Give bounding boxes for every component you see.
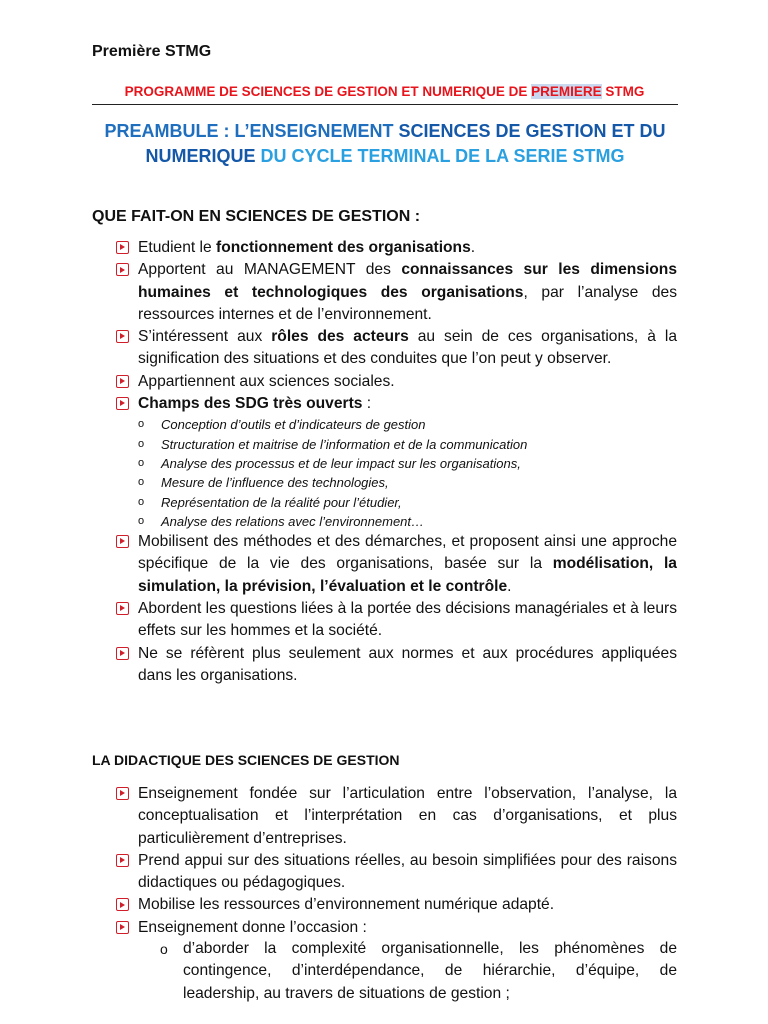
list-item	[115, 326, 677, 371]
list-item	[115, 237, 677, 259]
item-text: Apportent au MANAGEMENT des	[138, 261, 402, 279]
play-bullet-icon	[116, 602, 129, 615]
item-text: .	[470, 239, 476, 256]
sublist-item: o d’aborder la complexité organisationnelle, les phénomènes de contingence, d’interdépendance, de hiérarchie, d’équipe, de leadership, au travers de situations de gestion ;	[138, 938, 677, 1005]
sublist-item: o Conception d’outils et d’indicateurs de gestion	[138, 415, 677, 434]
item-text: Mobilisent des méthodes et des démarches, et proposent ainsi une approche spécifique de la vie des organisations, basée sur la	[138, 533, 677, 573]
item-text: Appartiennent aux sciences sociales.	[138, 372, 395, 390]
list-item	[115, 371, 677, 393]
item-bold-text: modélisation, la simulation, la prévision, l’évaluation et le contrôle	[138, 555, 677, 595]
play-bullet-icon	[116, 241, 129, 254]
list-item	[115, 917, 677, 939]
occasion-sublist	[138, 938, 677, 1005]
preamble-title-part1: PREAMBULE : L’ENSEIGNEMENT	[104, 121, 399, 141]
sublist-item: o Représentation de la réalité pour l’étudier,	[138, 493, 677, 512]
list-item	[115, 393, 677, 531]
sublist-item: o Analyse des relations avec l’environnement…	[138, 512, 677, 531]
list-item	[115, 894, 677, 916]
item-text: S’intéressent aux	[138, 328, 272, 346]
item-text: Enseignement fondée sur l’articulation entre l’observation, l’analyse, la conceptualisation et l’interprétation en cas d’organisations, et plus particulièrement d’entreprises.	[138, 785, 677, 847]
list-item	[115, 783, 677, 850]
list-item	[115, 643, 677, 688]
item-bold-text: rôles des acteurs	[271, 328, 409, 346]
section-title-didactique: LA DIDACTIQUE DES SCIENCES DE GESTION	[92, 752, 400, 768]
section-title-sciences-gestion: QUE FAIT-ON EN SCIENCES DE GESTION :	[92, 208, 421, 225]
program-title-end: STMG	[601, 84, 645, 99]
play-bullet-icon	[116, 921, 129, 934]
play-bullet-icon	[116, 787, 129, 800]
sublist-item: o Structuration et maitrise de l’information et de la communication	[138, 435, 677, 454]
item-bold-text: connaissances sur les dimensions humaines et technologiques des organisations	[138, 261, 678, 301]
program-title-highlight: PREMIERE	[531, 84, 602, 99]
play-bullet-icon	[116, 535, 129, 548]
play-bullet-icon	[116, 854, 129, 867]
sublist-item: o Mesure de l’influence des technologies,	[138, 473, 677, 492]
preamble-title-part3: DU CYCLE TERMINAL DE LA SERIE STMG	[255, 146, 625, 166]
divider-line	[92, 104, 678, 105]
item-text: au sein de ces organisations, à la signification des situations et des conduites que l’on peut y observer.	[138, 328, 677, 368]
list-item	[115, 598, 677, 643]
play-bullet-icon	[116, 330, 129, 343]
item-text: Abordent les questions liées à la portée des décisions managériales et à leurs effets sur les hommes et la société.	[138, 600, 677, 640]
preamble-title-part2: SCIENCES DE GESTION ET DU NUMERIQUE	[145, 121, 666, 166]
item-text: Enseignement donne l’occasion :	[138, 918, 367, 936]
play-bullet-icon	[116, 647, 129, 660]
item-bold-text: fonctionnement des organisations	[216, 239, 471, 256]
item-text: Etudient le	[138, 239, 217, 256]
play-bullet-icon	[116, 397, 129, 410]
document-header: Première STMG	[92, 43, 212, 60]
program-title-start: PROGRAMME DE SCIENCES DE GESTION ET NUMERIQUE DE	[124, 84, 532, 99]
list-item	[115, 531, 677, 598]
list-item	[115, 259, 677, 326]
item-text: Mobilise les ressources d’environnement numérique adapté.	[138, 896, 555, 914]
item-text: Prend appui sur des situations réelles, au besoin simplifiées pour des raisons didactiques ou pédagogiques.	[138, 851, 677, 892]
program-title	[92, 84, 677, 99]
play-bullet-icon	[116, 263, 129, 276]
preamble-title	[88, 119, 682, 169]
item-text: .	[507, 577, 512, 595]
play-bullet-icon	[116, 898, 129, 911]
didactique-list	[115, 783, 677, 939]
item-bold-text: Champs des SDG très ouverts	[138, 395, 363, 413]
item-text: :	[362, 395, 372, 413]
item-text: , par l’analyse des ressources internes et de l’environnement.	[138, 283, 678, 323]
item-text: Ne se réfèrent plus seulement aux normes et aux procédures appliquées dans les organisations.	[138, 644, 677, 684]
list-item	[115, 850, 677, 895]
sciences-gestion-list	[115, 237, 677, 687]
sublist-item: o Analyse des processus et de leur impact sur les organisations,	[138, 454, 677, 473]
sdg-fields-sublist	[138, 415, 677, 531]
play-bullet-icon	[116, 375, 129, 388]
